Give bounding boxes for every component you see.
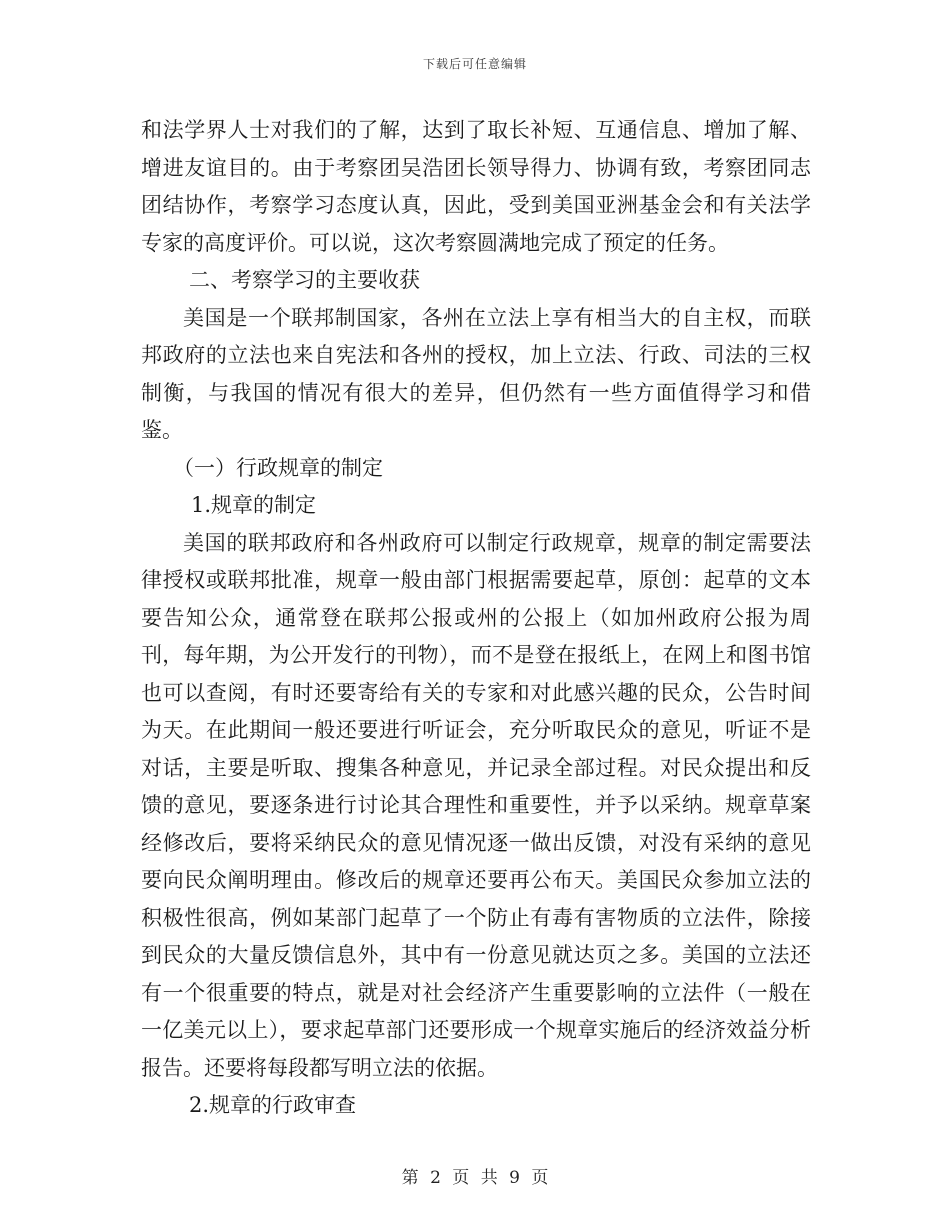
paragraph: 美国的联邦政府和各州政府可以制定行政规章，规章的制定需要法律授权或联邦批准，规章一般由部门根据需要起草，原创：起草的文本要告知公众，通常登在联邦公报或州的公报上（如加州政府公报为周刊，每年期，为公开发行的刊物），而不是登在报纸上，在网上和图书馆也可以查阅，有时还要寄给有关的专家和对此感兴趣的民众，公告时间为天。在此期间一般还要进行听证会，充分听取民众的意见，听证不是对话，主要是听取、搜集各种意见，并记录全部过程。对民众提出和反馈的意见，要逐条进行讨论其合理性和重要性，并予以采纳。规章草案经修改后，要将采纳民众的意见情况逐一做出反馈，对没有采纳的意见要向民众阐明理由。修改后的规章还要再公布天。美国民众参加立法的积极性很高，例如某部门起草了一个防止有毒有害物质的立法件，除接到民众的大量反馈信息外，其中有一份意见就达页之多。美国的立法还有一个很重要的特点，就是对社会经济产生重要影响的立法件（一般在一亿美元以上），要求起草部门还要形成一个规章实施后的经济效益分析报告。还要将每段都写明立法的依据。: [141, 530, 811, 1080]
page-footer: 第 2 页 共 9 页: [401, 1168, 549, 1188]
paragraph-continuation: 和法学界人士对我们的了解，达到了取长补短、互通信息、增加了解、增进友谊目的。由于考察团吴浩团长领导得力、协调有致，考察团同志团结协作，考察学习态度认真，因此，受到美国亚洲基金会和有关法学专家的高度评价。可以说，这次考察圆满地完成了预定的任务。: [141, 118, 811, 255]
page-header: 下载后可任意编辑: [422, 57, 527, 71]
subsection-heading: （一）行政规章的制定: [173, 455, 383, 480]
section-heading: 二、考察学习的主要收获: [189, 268, 420, 292]
document-body: [141, 112, 811, 1125]
item-heading: 1.规章的制定: [191, 493, 317, 517]
item-heading: 2.规章的行政审查: [189, 1093, 357, 1117]
paragraph: 美国是一个联邦制国家，各州在立法上享有相当大的自主权，而联邦政府的立法也来自宪法和各州的授权，加上立法、行政、司法的三权制衡，与我国的情况有很大的差异，但仍然有一些方面值得学习和借鉴。: [141, 305, 811, 442]
